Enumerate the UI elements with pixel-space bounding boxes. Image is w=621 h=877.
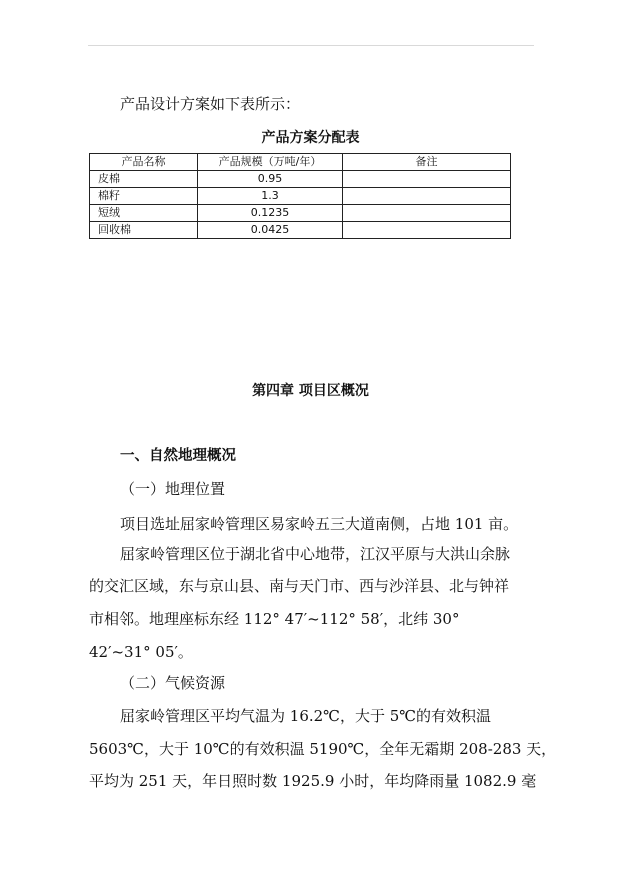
- cell-name: 短绒: [90, 205, 198, 222]
- paragraph-location-line: 的交汇区域，东与京山县、南与天门市、西与沙洋县、北与钟祥: [89, 577, 510, 595]
- paragraph-location-line: 市相邻。地理座标东经 112° 47′~112° 58′，北纬 30°: [89, 610, 460, 628]
- col-header-remark: 备注: [343, 154, 511, 171]
- cell-scale: 0.0425: [198, 222, 343, 239]
- col-header-name: 产品名称: [90, 154, 198, 171]
- cell-remark: [343, 188, 511, 205]
- paragraph-climate-line: 5603℃，大于 10℃的有效积温 5190℃，全年无霜期 208-283 天，: [89, 740, 557, 758]
- product-table: [89, 153, 511, 239]
- table-row: [90, 188, 511, 205]
- section-heading: 一、自然地理概况: [120, 448, 236, 464]
- paragraph-location-line: 42′~31° 05′。: [89, 643, 193, 661]
- cell-name: 回收棉: [90, 222, 198, 239]
- table-row: [90, 205, 511, 222]
- cell-remark: [343, 205, 511, 222]
- chapter-title: 第四章 项目区概况: [252, 383, 369, 399]
- cell-scale: 0.1235: [198, 205, 343, 222]
- cell-scale: 1.3: [198, 188, 343, 205]
- paragraph-site: 项目选址屈家岭管理区易家岭五三大道南侧，占地 101 亩。: [120, 515, 519, 533]
- paragraph-location-line: 屈家岭管理区位于湖北省中心地带，江汉平原与大洪山余脉: [120, 545, 511, 563]
- table-header-row: [90, 154, 511, 171]
- paragraph-climate-line: 屈家岭管理区平均气温为 16.2℃，大于 5℃的有效积温: [120, 707, 492, 725]
- cell-name: 棉籽: [90, 188, 198, 205]
- subsection-climate: （二）气候资源: [120, 674, 226, 692]
- header-rule: [88, 45, 534, 46]
- cell-remark: [343, 171, 511, 188]
- table-row: [90, 222, 511, 239]
- cell-remark: [343, 222, 511, 239]
- col-header-scale: 产品规模（万吨/年）: [198, 154, 343, 171]
- table-title: 产品方案分配表: [261, 130, 360, 146]
- paragraph-climate-line: 平均为 251 天，年日照时数 1925.9 小时，年均降雨量 1082.9 毫: [89, 772, 537, 790]
- subsection-location: （一）地理位置: [120, 480, 226, 498]
- cell-scale: 0.95: [198, 171, 343, 188]
- intro-text: 产品设计方案如下表所示：: [120, 95, 301, 113]
- table-row: [90, 171, 511, 188]
- cell-name: 皮棉: [90, 171, 198, 188]
